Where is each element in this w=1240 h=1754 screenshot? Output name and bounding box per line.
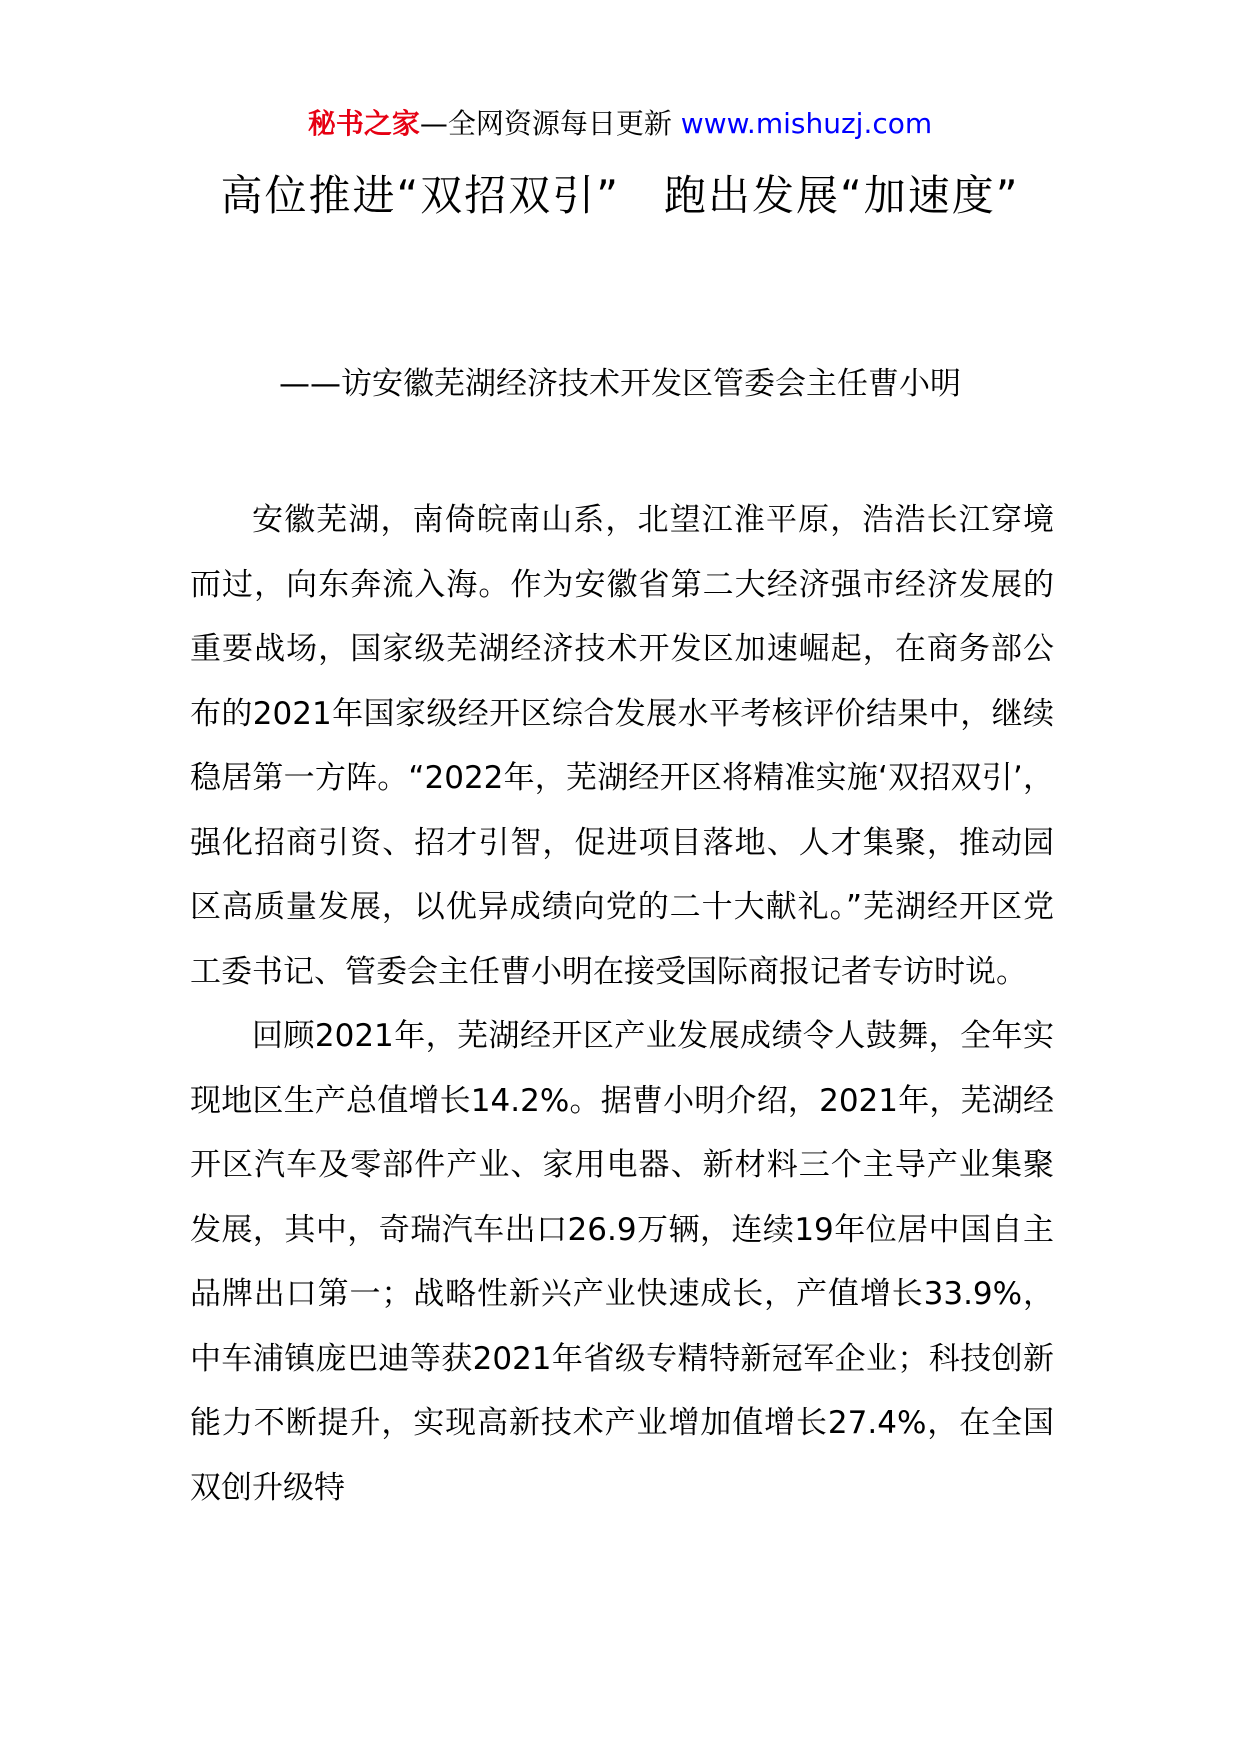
article-paragraph: 安徽芜湖，南倚皖南山系，北望江淮平原，浩浩长江穿境而过，向东奔流入海。作为安徽省第二大经济强市经济发展的重要战场，国家级芜湖经济技术开发区加速崛起，在商务部公布的2021年国家级经开区综合发展水平考核评价结果中，继续稳居第一方阵。“2022年，芜湖经开区将精准实施‘双招双引’，强化招商引资、招才引智，促进项目落地、人才集聚，推动园区高质量发展，以优异成绩向党的二十大献礼。”芜湖经开区党工委书记、管委会主任曹小明在接受国际商报记者专访时说。 [190, 502, 1054, 990]
site-header [0, 104, 1240, 144]
article-paragraph: 回顾2021年，芜湖经开区产业发展成绩令人鼓舞，全年实现地区生产总值增长14.2%。据曹小明介绍，2021年，芜湖经开区汽车及零部件产业、家用电器、新材料三个主导产业集聚发展，其中，奇瑞汽车出口26.9万辆，连续19年位居中国自主品牌出口第一；战略性新兴产业快速成长，产值增长33.9%，中车浦镇庞巴迪等获2021年省级专精特新冠军企业；科技创新能力不断提升，实现高新技术产业增加值增长27.4%，在全国双创升级特 [190, 1018, 1054, 1506]
article-subtitle: ——访安徽芜湖经济技术开发区管委会主任曹小明 [279, 366, 961, 402]
site-url-link[interactable]: www.mishuzj.com [680, 107, 933, 140]
site-tagline: —全网资源每日更新 [419, 107, 672, 140]
article-title: 高位推进“双招双引” 跑出发展“加速度” [220, 171, 1020, 220]
article-body [190, 488, 1054, 1520]
site-brand: 秘书之家 [307, 107, 420, 140]
